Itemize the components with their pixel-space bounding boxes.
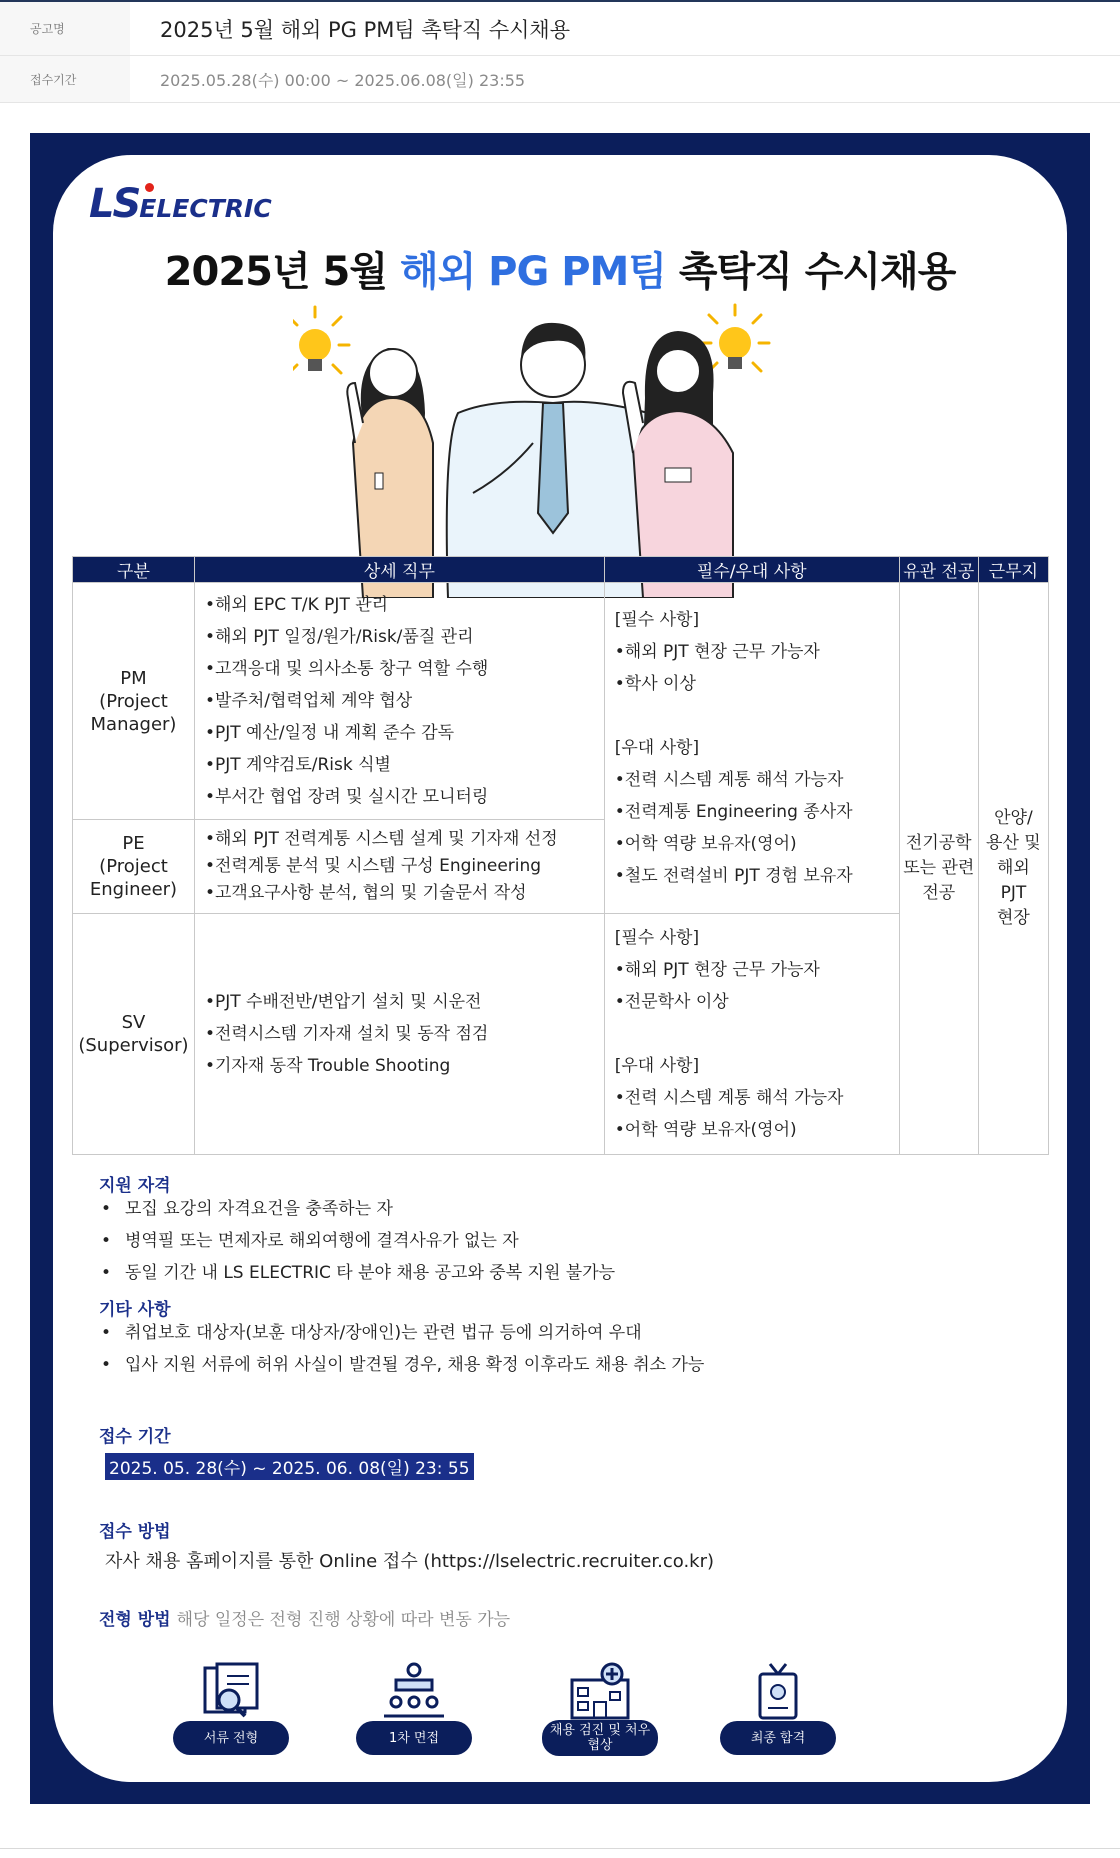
- step-label: 서류 전형: [173, 1721, 289, 1755]
- job-poster: [30, 133, 1090, 1804]
- table-header-row: [73, 557, 1049, 583]
- duties-sv: •PJT 수배전반/변압기 설치 및 시운전 •전력시스템 기자재 설치 및 동작 점검 •기자재 동작 Trouble Shooting: [194, 914, 604, 1155]
- selection-note: 해당 일정은 전형 진행 상황에 따라 변동 가능: [176, 1610, 511, 1630]
- list-item: • 취업보호 대상자(보훈 대상자/장애인)는 관련 법규 등에 의거하여 우대: [99, 1317, 704, 1349]
- requirements-pm-pe: [필수 사항] •해외 PJT 현장 근무 가능자 •학사 이상 [우대 사항] •전력 시스템 계통 해석 가능자 •전력계통 Engineering 종사자 •어학 역량 보유자(영어) •철도 전력설비 PJT 경험 보유자: [604, 583, 899, 914]
- application-period-label: 접수기간: [0, 56, 130, 102]
- method-value: 자사 채용 홈페이지를 통한 Online 접수 (https://lselectric.recruiter.co.kr): [105, 1551, 715, 1572]
- list-item: • 모집 요강의 자격요건을 충족하는 자: [99, 1193, 615, 1225]
- header-location: 근무지: [978, 557, 1048, 583]
- period-title: 접수 기간: [99, 1427, 171, 1447]
- requirements-sv: [필수 사항] •해외 PJT 현장 근무 가능자 •전문학사 이상 [우대 사항] •전력 시스템 계통 해석 가능자 •어학 역량 보유자(영어): [604, 914, 899, 1155]
- selection-title-row: [99, 1605, 510, 1630]
- step-interview: [356, 1662, 476, 1762]
- step-label: 최종 합격: [720, 1721, 836, 1755]
- work-location: 안양/ 용산 및 해외 PJT 현장: [978, 583, 1048, 1155]
- three-employees-illustration: [293, 303, 833, 598]
- duties-pe: •해외 PJT 전력계통 시스템 설계 및 기자재 선정 •전력계통 분석 및 시스템 구성 Engineering •고객요구사항 분석, 협의 및 기술문서 작성: [194, 820, 604, 914]
- etc-title: 기타 사항: [99, 1300, 171, 1320]
- header-category: 구분: [73, 557, 195, 583]
- etc-list: [99, 1317, 704, 1381]
- method-title: 접수 방법: [99, 1522, 171, 1542]
- notice-title-row: [0, 2, 1120, 56]
- period-value: 2025. 05. 28(수) ~ 2025. 06. 08(일) 23: 55: [105, 1453, 474, 1480]
- list-item: • 병역필 또는 면제자로 해외여행에 결격사유가 없는 자: [99, 1225, 615, 1257]
- hospital-icon: [568, 1662, 632, 1720]
- category-sv: SV (Supervisor): [73, 914, 195, 1155]
- list-item: • 입사 지원 서류에 허위 사실이 발견될 경우, 채용 확정 이후라도 채용 취소 가능: [99, 1349, 704, 1381]
- logo-ls: LS: [89, 181, 140, 227]
- application-period-row: [0, 56, 1120, 103]
- category-pm: PM (Project Manager): [73, 583, 195, 820]
- qualification-title: 지원 자격: [99, 1176, 171, 1196]
- step-document: [173, 1662, 293, 1762]
- lightbulb-icon-left: [293, 307, 349, 373]
- step-label: 1차 면접: [356, 1721, 472, 1755]
- interview-icon: [382, 1662, 446, 1720]
- header-requirements: 필수/우대 사항: [604, 557, 899, 583]
- headline-part-1: 2025년 5월: [164, 249, 400, 295]
- selection-title: 전형 방법: [99, 1610, 171, 1630]
- notice-title: 2025년 5월 해외 PG PM팀 촉탁직 수시채용: [160, 17, 571, 42]
- job-details-table: [72, 556, 1049, 1155]
- poster-headline: [53, 240, 1067, 297]
- bottom-divider: [0, 1848, 1120, 1849]
- qualification-list: [99, 1193, 615, 1289]
- header-major: 유관 전공: [899, 557, 978, 583]
- logo-electric: ELECTRIC: [139, 194, 272, 223]
- step-final: [720, 1662, 840, 1762]
- company-logo: [89, 181, 272, 227]
- headline-highlight: 해외 PG PM팀: [399, 249, 666, 295]
- duties-pm: •해외 EPC T/K PJT 관리 •해외 PJT 일정/원가/Risk/품질 관리 •고객응대 및 의사소통 창구 역할 수행 •발주처/협력업체 계약 협상 •PJT 예산/일정 내 계획 준수 감독 •PJT 계약검토/Risk 식별 •부서간 협업 장려 및 실시간 모니터링: [194, 583, 604, 820]
- id-badge-icon: [746, 1662, 810, 1720]
- application-period: 2025.05.28(수) 00:00 ~ 2025.06.08(일) 23:55: [160, 70, 526, 90]
- header-duties: 상세 직무: [194, 557, 604, 583]
- notice-title-label: 공고명: [0, 2, 130, 55]
- headline-part-2: 촉탁직 수시채용: [666, 249, 956, 295]
- step-checkup: [542, 1662, 662, 1762]
- poster-card: [53, 155, 1067, 1782]
- related-major: 전기공학 또는 관련 전공: [899, 583, 978, 1155]
- list-item: • 동일 기간 내 LS ELECTRIC 타 분야 채용 공고와 중복 지원 불가능: [99, 1257, 615, 1289]
- step-label: 채용 검진 및 처우 협상: [542, 1720, 658, 1756]
- category-pe: PE (Project Engineer): [73, 820, 195, 914]
- table-row-pm: [73, 583, 1049, 820]
- document-review-icon: [199, 1662, 263, 1720]
- logo-red-dot: [145, 183, 154, 192]
